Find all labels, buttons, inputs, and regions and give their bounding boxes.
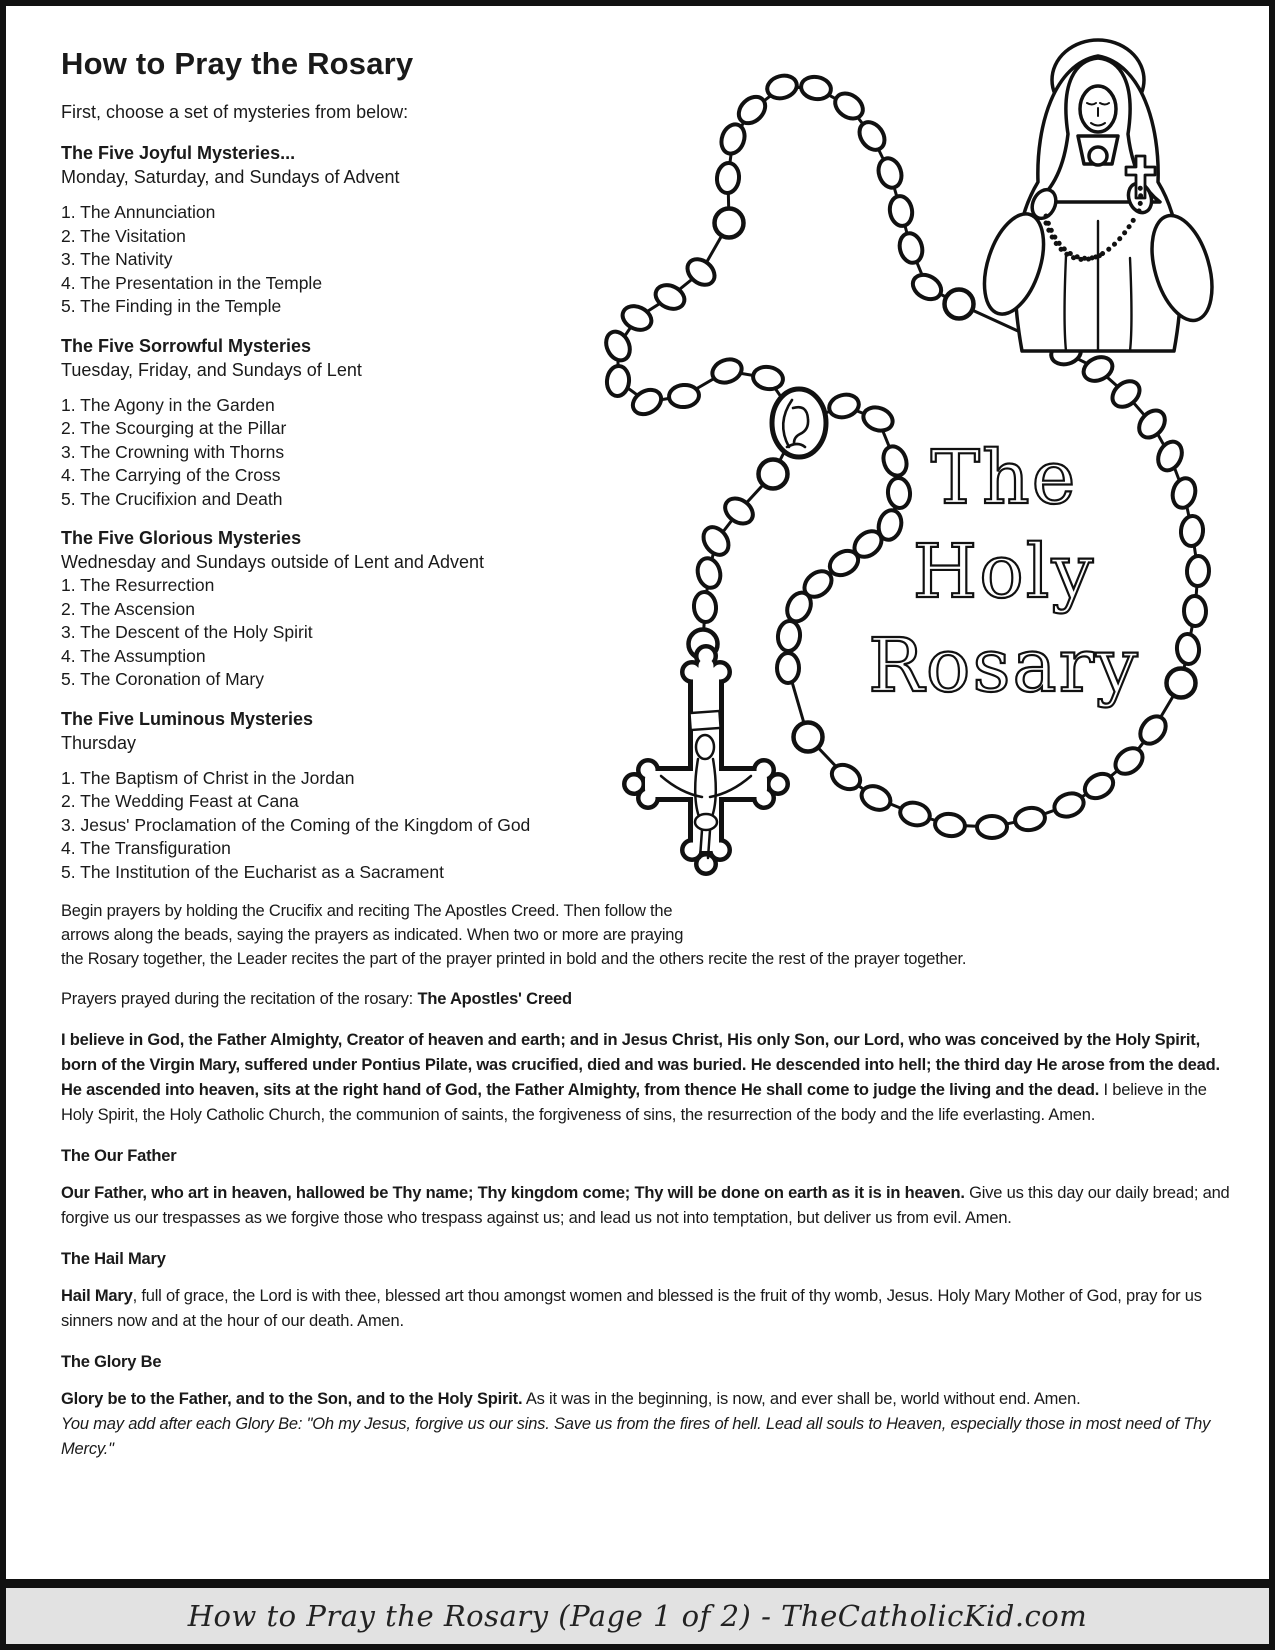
hail-mary-leader-part: Hail Mary xyxy=(61,1287,133,1305)
mysteries-column xyxy=(61,141,621,884)
caption-holy: Holy xyxy=(912,529,1096,615)
mystery-item: 2. The Scourging at the Pillar xyxy=(61,418,287,438)
our-father-response-part: Give us this day our daily bread; and forgive us our trespasses as we forgive those who trespass against us; and lead us not into temptation, but deliver us from evil. Amen. xyxy=(61,1184,1230,1227)
mystery-item: 3. The Nativity xyxy=(61,249,173,269)
hail-mary-heading: The Hail Mary xyxy=(61,1250,166,1268)
mystery-item: 2. The Visitation xyxy=(61,225,186,246)
mystery-item: 3. The Crowning with Thorns xyxy=(61,441,285,462)
mystery-item: 5. The Coronation of Mary xyxy=(61,669,264,689)
section-subtitle: Wednesday and Sundays outside of Lent and Advent xyxy=(61,552,484,572)
mystery-item: 2. The Ascension xyxy=(61,598,195,619)
mystery-list xyxy=(61,394,621,512)
our-father-heading: The Our Father xyxy=(61,1147,177,1165)
mystery-item: 1. The Resurrection xyxy=(61,575,215,595)
mystery-item: 3. The Descent of the Holy Spirit xyxy=(61,622,313,642)
prayers-intro-prefix: Prayers prayed during the recitation of the rosary: xyxy=(61,990,418,1008)
mystery-item: 4. The Transfiguration xyxy=(61,838,231,858)
mystery-item: 5. The Institution of the Eucharist as a Sacrament xyxy=(61,861,444,882)
mystery-item: 5. The Finding in the Temple xyxy=(61,296,282,316)
mystery-item: 1. The Baptism of Christ in the Jordan xyxy=(61,767,355,788)
instructions-line: Begin prayers by holding the Crucifix and reciting The Apostles Creed. Then follow the xyxy=(61,902,673,920)
mystery-item: 5. The Crucifixion and Death xyxy=(61,488,283,509)
section-heading: The Five Joyful Mysteries... xyxy=(61,143,296,163)
our-father-leader-part: Our Father, who art in heaven, hallowed be Thy name; Thy kingdom come; Thy will be done on earth as it is in heaven. xyxy=(61,1184,965,1202)
instructions-line: arrows along the beads, saying the prayers as indicated. When two or more are praying xyxy=(61,926,684,944)
section-glorious-mysteries xyxy=(61,526,621,692)
prayers-intro-line xyxy=(61,987,1233,1012)
section-sorrowful-mysteries xyxy=(61,334,621,512)
apostles-creed-leader-part: I believe in God, the Father Almighty, Creator of heaven and earth; and in Jesus Christ, His only Son, our Lord, who was conceived by the Holy Spirit, born of the Virgin Mary, suffered under Pontius Pilate, was crucified, died and was buried. He descended into hell; the third day He arose from the dead. He ascended into heaven, sits at the right hand of God, the Father Almighty, from thence He shall come to judge the living and the dead. xyxy=(61,1031,1220,1099)
section-luminous-mysteries xyxy=(61,707,621,885)
page-title: How to Pray the Rosary xyxy=(61,46,414,81)
glory-be-response-part: As it was in the beginning, is now, and ever shall be, world without end. Amen. xyxy=(522,1390,1081,1408)
glory-be-note: You may add after each Glory Be: "Oh my Jesus, forgive us our sins. Save us from the fires of hell. Lead all souls to Heaven, especially those in most need of Thy Mercy." xyxy=(61,1415,1211,1458)
section-subtitle: Thursday xyxy=(61,732,137,753)
mystery-item: 1. The Annunciation xyxy=(61,202,216,222)
apostles-creed-paragraph xyxy=(61,1028,1233,1128)
glory-be-heading: The Glory Be xyxy=(61,1353,162,1371)
caption-the: The xyxy=(930,435,1078,521)
glory-be-paragraph xyxy=(61,1387,1233,1412)
caption-rosary: Rosary xyxy=(868,623,1140,709)
mystery-list xyxy=(61,574,621,692)
section-heading: The Five Sorrowful Mysteries xyxy=(61,335,312,356)
mystery-item: 4. The Assumption xyxy=(61,645,206,666)
mystery-list xyxy=(61,201,621,319)
instructions-paragraph xyxy=(61,899,1233,971)
intro-line: First, choose a set of mysteries from below: xyxy=(61,102,409,122)
mystery-list xyxy=(61,767,621,885)
page-content xyxy=(6,6,1269,1462)
our-father-paragraph xyxy=(61,1181,1233,1231)
glory-be-leader-part: Glory be to the Father, and to the Son, and to the Holy Spirit. xyxy=(61,1390,523,1408)
mystery-item: 4. The Carrying of the Cross xyxy=(61,465,281,485)
prayers-column xyxy=(61,899,1233,1462)
instructions-line: the Rosary together, the Leader recites the part of the prayer printed in bold and the others recite the rest of the prayer together. xyxy=(61,950,967,968)
footer-text: How to Pray the Rosary (Page 1 of 2) - TheCatholicKid.com xyxy=(187,1599,1088,1633)
section-subtitle: Monday, Saturday, and Sundays of Advent xyxy=(61,167,400,187)
hail-mary-response-part: , full of grace, the Lord is with thee, blessed art thou amongst women and blessed is the fruit of thy womb, Jesus. Holy Mary Mother of God, pray for us sinners now and at the hour of our death. Amen. xyxy=(61,1287,1202,1330)
section-subtitle: Tuesday, Friday, and Sundays of Lent xyxy=(61,359,362,380)
section-heading: The Five Glorious Mysteries xyxy=(61,528,302,548)
section-joyful-mysteries xyxy=(61,141,621,319)
section-heading: The Five Luminous Mysteries xyxy=(61,708,314,729)
mystery-item: 1. The Agony in the Garden xyxy=(61,394,275,415)
footer-bar xyxy=(6,1579,1269,1644)
prayers-intro-title: The Apostles' Creed xyxy=(417,990,572,1008)
hail-mary-paragraph xyxy=(61,1284,1233,1334)
mystery-item: 3. Jesus' Proclamation of the Coming of the Kingdom of God xyxy=(61,814,531,835)
mystery-item: 4. The Presentation in the Temple xyxy=(61,272,323,293)
apostles-creed-response-part: I believe in the Holy Spirit, the Holy Catholic Church, the communion of saints, the forgiveness of sins, the resurrection of the body and the life everlasting. Amen. xyxy=(61,1081,1207,1124)
mystery-item: 2. The Wedding Feast at Cana xyxy=(61,791,299,811)
